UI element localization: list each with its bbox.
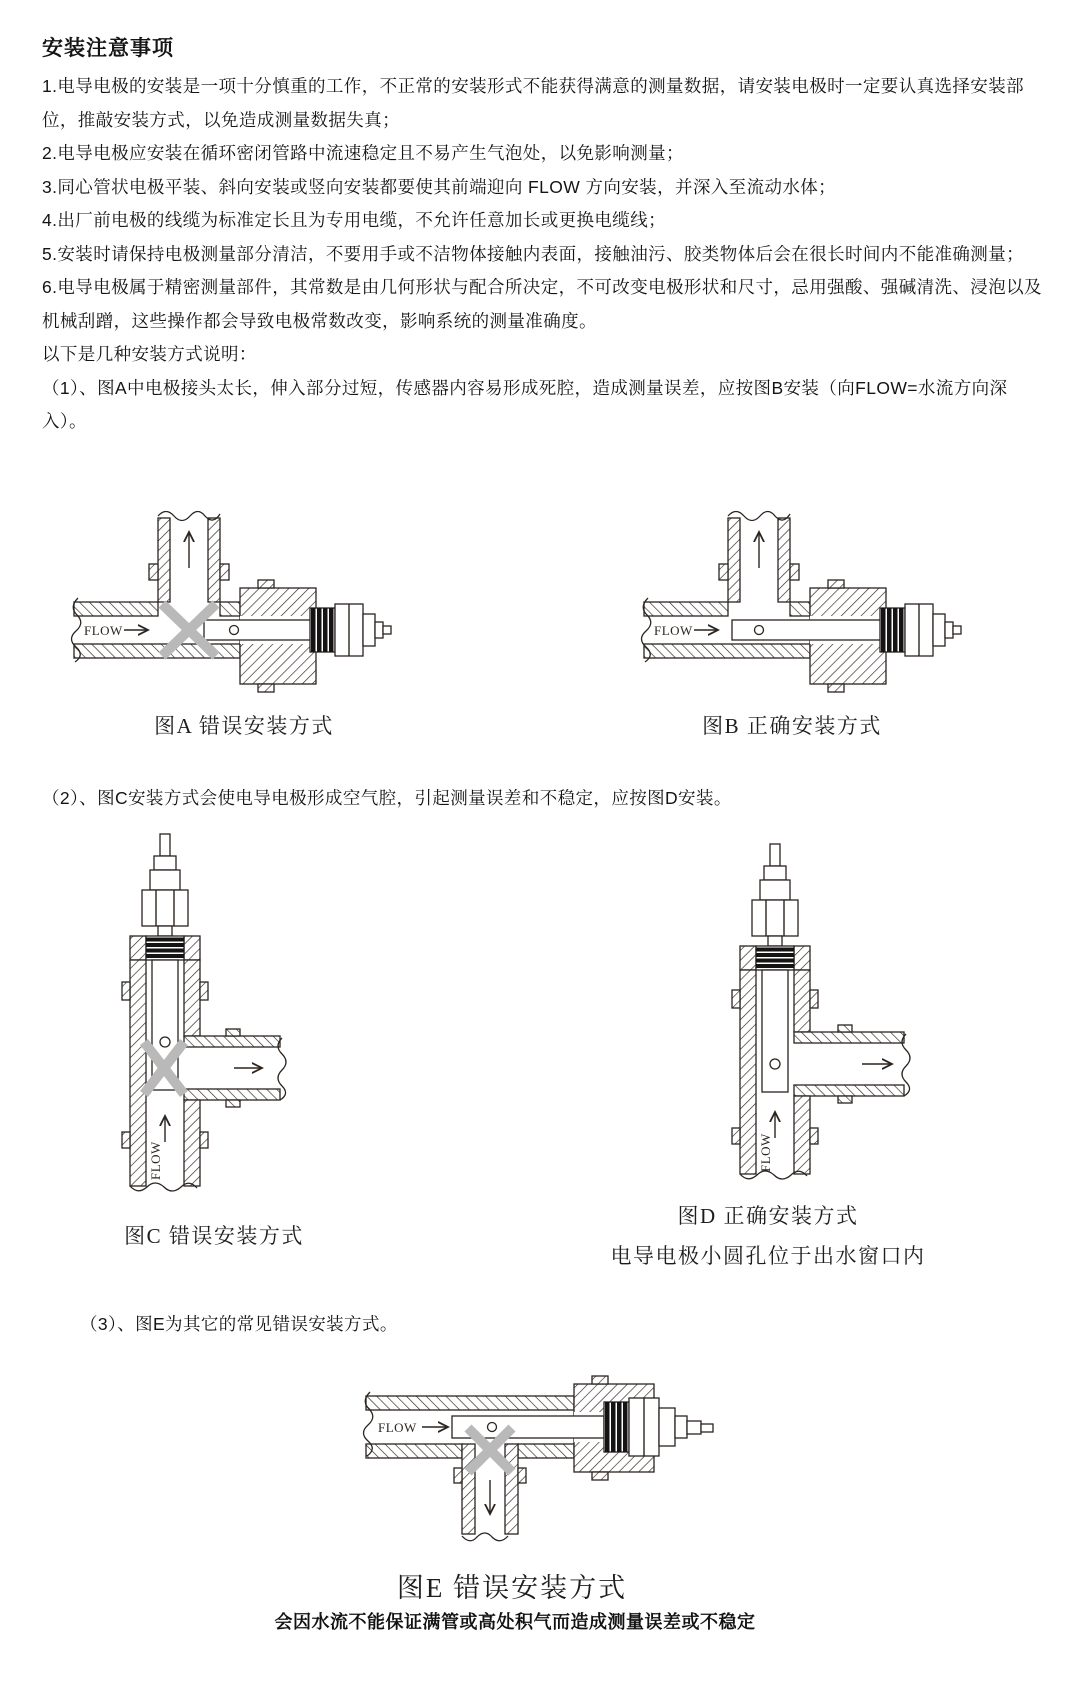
figure-e-subcaption: 会因水流不能保证满管或高处积气而造成测量误差或不稳定	[274, 1612, 756, 1632]
sensing-hole	[230, 626, 239, 635]
sensing-hole	[160, 1037, 170, 1047]
flow-label: FLOW	[758, 1133, 773, 1172]
figure-d-caption: 图D 正确安装方式	[677, 1204, 859, 1228]
cable-connector	[142, 834, 188, 936]
cable-connector	[752, 844, 798, 946]
cable-connector	[335, 604, 391, 656]
electrode	[762, 970, 788, 1092]
flow-label: FLOW	[84, 623, 123, 638]
note-5: 5.安装时请保持电极测量部分清洁，不要用手或不洁物体接触内表面，接触油污、胶类物体后会在很长时间内不能准确测量；	[42, 243, 1024, 264]
figure-e-caption: 图E 错误安装方式	[396, 1573, 628, 1603]
sensing-hole	[755, 626, 764, 635]
note-4: 4.出厂前电极的线缆为标准定长且为专用电缆，不允许任意加长或更换电缆线；	[42, 210, 666, 230]
figure-b-diagram	[628, 502, 962, 698]
note-3: 3.同心管状电极平装、斜向安装或竖向安装都要使其前端迎向 FLOW 方向安装，并深入至流动水体；	[42, 176, 837, 197]
note-6: 6.电导电极属于精密测量部件，其常数是由几何形状与配合所决定，不可改变电极形状和尺寸，忌用强酸、强碱清洗、浸泡以及机械刮蹭，这些操作都会导致电极常数改变，影响系统的测量准确度。	[42, 277, 1042, 331]
outlet-pipe-up	[149, 512, 229, 603]
sensing-hole	[770, 1059, 780, 1069]
section-2-text: （2）、图C安装方式会使电导电极形成空气腔，引起测量误差和不稳定，应按图D安装。	[42, 788, 732, 808]
note-1: 1.电导电极的安装是一项十分慎重的工作，不正常的安装形式不能获得满意的测量数据，请安装电极时一定要认真选择安装部位，推敲安装方式，以免造成测量数据失真；	[42, 76, 1024, 130]
outlet-pipe-down	[454, 1444, 526, 1541]
flow-label: FLOW	[378, 1420, 417, 1435]
figure-d-subcaption: 电导电极小圆孔位于出水窗口内	[610, 1244, 926, 1268]
precaution-notes	[42, 70, 1046, 439]
figure-b-caption: 图B 正确安装方式	[702, 714, 882, 738]
figure-c-diagram	[108, 832, 338, 1194]
figure-c-caption: 图C 错误安装方式	[124, 1224, 304, 1248]
outlet-pipe-right	[184, 1029, 286, 1107]
figure-a-caption: 图A 错误安装方式	[154, 714, 334, 738]
section-1-text: （1）、图A中电极接头太长，伸入部分过短，传感器内容易形成死腔，造成测量误差，应按图B安装（向FLOW=水流方向深入）。	[42, 377, 1008, 431]
cable-connector	[905, 604, 961, 656]
flow-label: FLOW	[654, 623, 693, 638]
section-3-text: （3）、图E为其它的常见错误安装方式。	[80, 1314, 398, 1334]
intro-line: 以下是几种安装方式说明：	[42, 344, 257, 364]
page-title: 安装注意事项	[42, 37, 174, 60]
cable-connector	[629, 1398, 713, 1456]
figure-a-diagram	[58, 502, 392, 698]
outlet-pipe-up	[719, 512, 799, 603]
figure-e-diagram	[352, 1372, 750, 1564]
flow-label: FLOW	[148, 1141, 163, 1180]
outlet-pipe-right	[794, 1025, 910, 1103]
note-2: 2.电导电极应安装在循环密闭管路中流速稳定且不易产生气泡处，以免影响测量；	[42, 143, 684, 163]
figure-d-diagram	[680, 842, 930, 1182]
sensing-hole	[488, 1423, 497, 1432]
